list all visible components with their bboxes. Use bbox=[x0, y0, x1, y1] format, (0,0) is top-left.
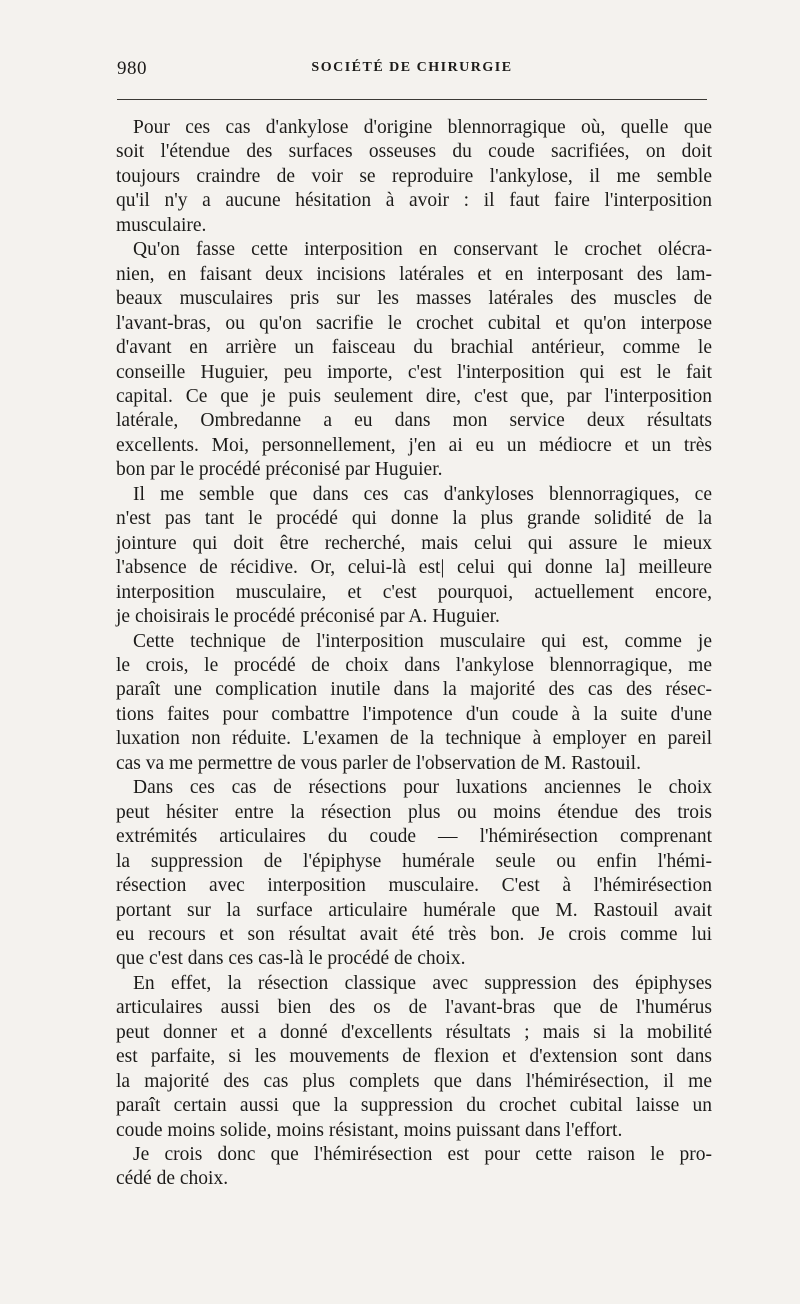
text-line: jointure qui doit être recherché, mais celui qui assure le mieux bbox=[116, 532, 712, 554]
paragraph bbox=[116, 776, 712, 972]
text-line: d'avant en arrière un faisceau du brachial antérieur, comme le bbox=[116, 337, 712, 359]
text-line: résection avec interposition musculaire. C'est à l'hémirésection bbox=[116, 875, 712, 897]
paragraph bbox=[116, 630, 712, 777]
text-line: cédé de choix. bbox=[116, 1168, 229, 1190]
text-line: que c'est dans ces cas-là le procédé de choix. bbox=[116, 948, 466, 970]
text-line: Qu'on fasse cette interposition en conservant le crochet olécra- bbox=[133, 239, 712, 261]
running-title: SOCIÉTÉ DE CHIRURGIE bbox=[311, 60, 513, 75]
text-line: luxation non réduite. L'examen de la technique à employer en pareil bbox=[116, 728, 712, 750]
text-line: paraît une complication inutile dans la majorité des cas des résec- bbox=[116, 679, 712, 701]
paragraph bbox=[116, 238, 712, 483]
paragraph bbox=[116, 116, 712, 238]
text-line: excellents. Moi, personnellement, j'en ai eu un médiocre et un très bbox=[116, 434, 712, 456]
text-line: eu recours et son résultat avait été très bon. Je crois comme lui bbox=[116, 923, 712, 945]
text-line: peut donner et a donné d'excellents résultats ; mais si la mobilité bbox=[116, 1021, 712, 1043]
text-line: Cette technique de l'interposition musculaire qui est, comme je bbox=[133, 630, 712, 652]
text-line: articulaires aussi bien des os de l'avant-bras que de l'humérus bbox=[116, 997, 712, 1019]
text-line: coude moins solide, moins résistant, moins puissant dans l'effort. bbox=[116, 1119, 623, 1141]
text-line: musculaire. bbox=[116, 214, 207, 236]
text-line: cas va me permettre de vous parler de l'observation de M. Rastouil. bbox=[116, 752, 641, 774]
header-rule bbox=[117, 99, 707, 100]
text-line: capital. Ce que je puis seulement dire, c'est que, par l'interposition bbox=[116, 385, 712, 407]
text-line: bon par le procédé préconisé par Huguier. bbox=[116, 459, 443, 481]
text-line: Dans ces cas de résections pour luxations anciennes le choix bbox=[133, 777, 712, 799]
text-line: Il me semble que dans ces cas d'ankyloses blennorragiques, ce bbox=[133, 483, 712, 505]
text-line: paraît certain aussi que la suppression du crochet cubital laisse un bbox=[116, 1095, 712, 1117]
text-line: qu'il n'y a aucune hésitation à avoir : il faut faire l'interposition bbox=[116, 190, 712, 212]
page-header bbox=[117, 58, 707, 88]
text-line: l'avant-bras, ou qu'on sacrifie le crochet cubital et qu'on interpose bbox=[116, 312, 712, 334]
text-line: soit l'étendue des surfaces osseuses du coude sacrifiées, on doit bbox=[116, 141, 712, 163]
paragraph bbox=[116, 1143, 712, 1192]
page-number: 980 bbox=[117, 58, 147, 79]
paragraph bbox=[116, 972, 712, 1143]
text-line: En effet, la résection classique avec suppression des épiphyses bbox=[133, 972, 712, 994]
text-line: conseille Huguier, peu importe, c'est l'interposition qui est le fait bbox=[116, 361, 712, 383]
text-line: je choisirais le procédé préconisé par A. Huguier. bbox=[116, 606, 500, 628]
text-line: peut hésiter entre la résection plus ou moins étendue des trois bbox=[116, 801, 712, 823]
text-line: portant sur la surface articulaire humérale que M. Rastouil avait bbox=[116, 899, 712, 921]
text-line: latérale, Ombredanne a eu dans mon service deux résultats bbox=[116, 410, 712, 432]
text-line: la majorité des cas plus complets que dans l'hémirésection, il me bbox=[116, 1070, 712, 1092]
text-line: la suppression de l'épiphyse humérale seule ou enfin l'hémi- bbox=[116, 850, 712, 872]
text-line: interposition musculaire, et c'est pourquoi, actuellement encore, bbox=[116, 581, 712, 603]
body-text bbox=[116, 116, 712, 1192]
text-line: n'est pas tant le procédé qui donne la plus grande solidité de la bbox=[116, 508, 712, 530]
text-line: tions faites pour combattre l'impotence d'un coude à la suite d'une bbox=[116, 703, 712, 725]
text-line: beaux musculaires pris sur les masses latérales des muscles de bbox=[116, 288, 712, 310]
text-line: l'absence de récidive. Or, celui-là est| celui qui donne la] meilleure bbox=[116, 557, 712, 579]
text-line: Pour ces cas d'ankylose d'origine blennorragique où, quelle que bbox=[133, 117, 712, 138]
text-line: est parfaite, si les mouvements de flexion et d'extension sont dans bbox=[116, 1046, 712, 1068]
text-line: le crois, le procédé de choix dans l'ankylose blennorragique, me bbox=[116, 654, 712, 676]
text-line: toujours craindre de voir se reproduire l'ankylose, il me semble bbox=[116, 165, 712, 187]
text-line: extrémités articulaires du coude — l'hémirésection comprenant bbox=[116, 826, 712, 848]
paragraph bbox=[116, 483, 712, 630]
text-line: nien, en faisant deux incisions latérales et en interposant des lam- bbox=[116, 263, 712, 285]
text-line: Je crois donc que l'hémirésection est pour cette raison le pro- bbox=[133, 1144, 712, 1166]
